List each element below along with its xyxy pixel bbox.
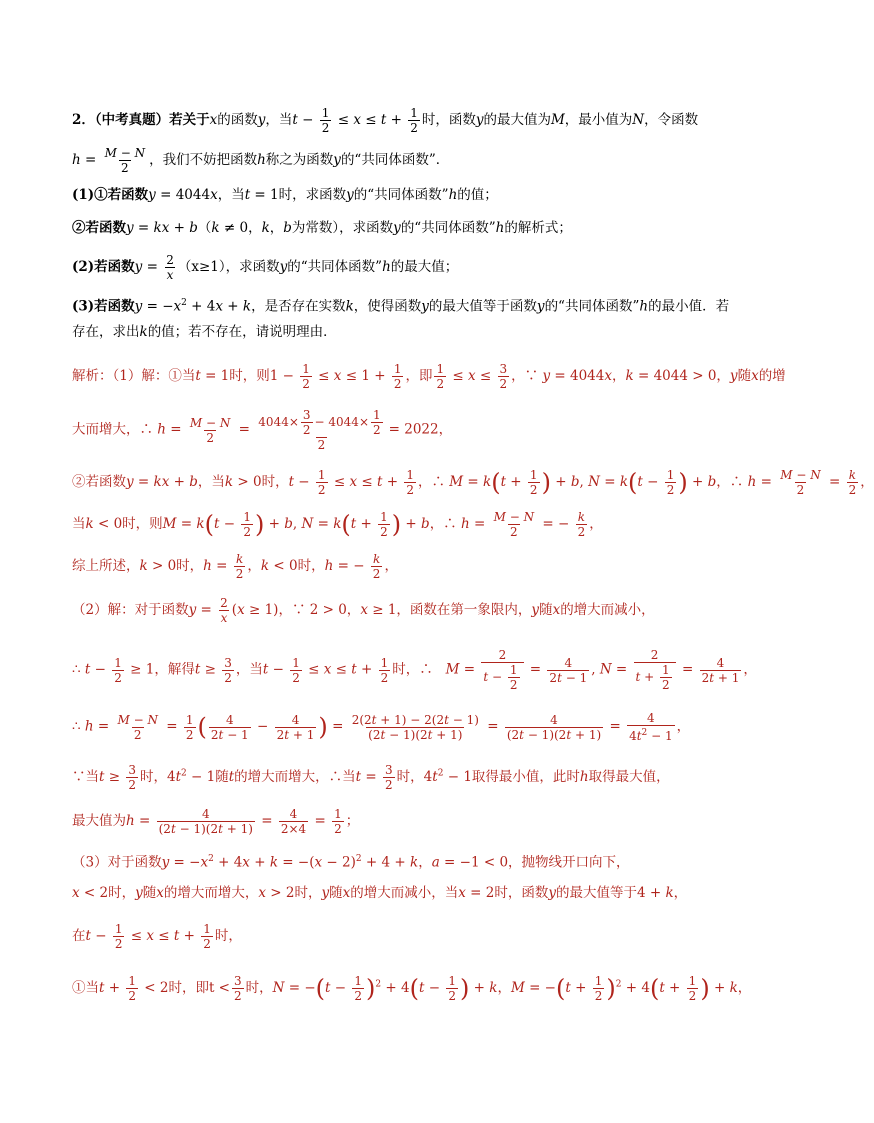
solution-1-line-1: 解析：（1）解：①当t = 1时，则1 − $\frac{1}{2}$ ≤ x ≤ 1 + $\frac{1}{2}$ ，即 $\frac{1}{2}$ ≤ x ≤ $\frac{3}{2}$ ，∵ y = 4044x，k = 4044 > 0，y随x的增 xyxy=(72,362,786,391)
question-3-line-2: 存在，求出k的值；若不存在，请说明理由． xyxy=(72,324,337,340)
question-1-part-2: ②若函数y = kx + b（k ≠ 0，k，b为常数），求函数y的“共同体函数”h的解析式； xyxy=(72,220,572,236)
solution-2-line-4: ∵当t ≥ $\frac{3}{2}$ 时，$4t^2 - 1$随t的增大而增大，∴当t = $\frac{3}{2}$ 时，$4t^2 - 1$取得最小值，此时h取得最大值， xyxy=(72,763,670,792)
solution-1-line-4: 当k < 0时，则M = k(t − $\frac{1}{2}$ ) + b, N = k(t + $\frac{1}{2}$ ) + b，∴ h = $\frac{M - N}{2}$ = − $\frac{k}{2}$ ， xyxy=(72,510,603,539)
solution-2-line-2: ∴ t − $\frac{1}{2}$ ≥ 1，解得t ≥ $\frac{3}{2}$ ，当t − $\frac{1}{2}$ ≤ x ≤ t + $\frac{1}{2}$ 时，∴ M = 2 t − $\frac{1}{2}$ = $\frac{4}{2t - 1}$ , N = 2 t + $\frac{1}{2}$ = $\frac{4}{2t + 1}$ ， xyxy=(72,648,757,692)
solution-3-line-4: ①当t + $\frac{1}{2}$ < 2时，即t < $\frac{3}{2}$ 时，N = −(t − $\frac{1}{2}$ )$^2$ + 4(t − $\frac{1}{2}$ ) + k，M = −(t + $\frac{1}{2}$ )$^2$ + 4(t + $\frac{1}{2}$ ) + k， xyxy=(72,974,752,1003)
problem-stem: 2．（中考真题）若关于 xyxy=(72,112,210,128)
problem-line-1: 2．（中考真题）若关于x的函数y，当t − $\frac{1}{2}$ ≤ x ≤ t + $\frac{1}{2}$ 时，函数y的最大值为M，最小值为N，令函数 xyxy=(72,106,699,135)
solution-2-line-3: ∴ h = $\frac{M - N}{2}$ = $\frac{1}{2}$ ( $\frac{4}{2t - 1}$ − $\frac{4}{2t + 1}$ ) = $\frac{2(2t + 1) - 2(2t - 1)}{(2t - 1)(2t + 1)}$ = $\frac{4}{(2t - 1)(2t + 1)}$ = $\frac{4}{4t^2 - 1}$ ， xyxy=(72,711,691,743)
solution-3-line-1: （3）对于函数$y = -x^2 + 4x + k = -(x - 2)^2 + 4 + k$，a = −1 < 0，抛物线开口向下， xyxy=(72,854,630,871)
question-2: (2)若函数y = $\frac{2}{x}$ （x≥1），求函数y的“共同体函数”h的最大值； xyxy=(72,253,459,282)
solution-3-line-2: x < 2时，y随x的增大而增大，x > 2时，y随x的增大而减小，当x = 2时，函数y的最大值等于4 + k， xyxy=(72,885,688,901)
solution-3-line-3: 在t − $\frac{1}{2}$ ≤ x ≤ t + $\frac{1}{2}$ 时， xyxy=(72,922,242,951)
problem-line-2: h = $\frac{M - N}{2}$ ，我们不妨把函数h称之为函数y的“共同体函数”． xyxy=(72,146,450,175)
solution-1-line-5: 综上所述，k > 0时，h = $\frac{k}{2}$ ，k < 0时，h = − $\frac{k}{2}$ ， xyxy=(72,552,398,581)
question-1-part-1: (1)①若函数y = 4044x，当t = 1时，求函数y的“共同体函数”h的值； xyxy=(72,187,498,203)
solution-1-line-2: 大而增大，∴ h = $\frac{M - N}{2}$ = 4044× $\frac{3}{2}$ − 4044× $\frac{1}{2}$ 2 = 2022， xyxy=(72,408,453,452)
solution-1-line-3: ②若函数y = kx + b，当k > 0时，t − $\frac{1}{2}$ ≤ x ≤ t + $\frac{1}{2}$ ，∴ M = k(t + $\frac{1}{2}$ ) + b, N = k(t − $\frac{1}{2}$ ) + b，∴ h = $\frac{M - N}{2}$ = $\frac{k}{2}$ ， xyxy=(72,468,874,497)
question-3-line-1: (3)若函数$y = -x^2 + 4x + k$，是否存在实数k，使得函数y的最大值等于函数y的“共同体函数”h的最小值．若 xyxy=(72,298,730,315)
solution-2-line-5: 最大值为h = $\frac{4}{(2t - 1)(2t + 1)}$ = $\frac{4}{2\times 4}$ = $\frac{1}{2}$ ； xyxy=(72,807,360,836)
solution-2-line-1: （2）解：对于函数y = $\frac{2}{x}$ (x ≥ 1)，∵ 2 > 0，x ≥ 1，函数在第一象限内，y随x的增大而减小， xyxy=(72,596,655,625)
